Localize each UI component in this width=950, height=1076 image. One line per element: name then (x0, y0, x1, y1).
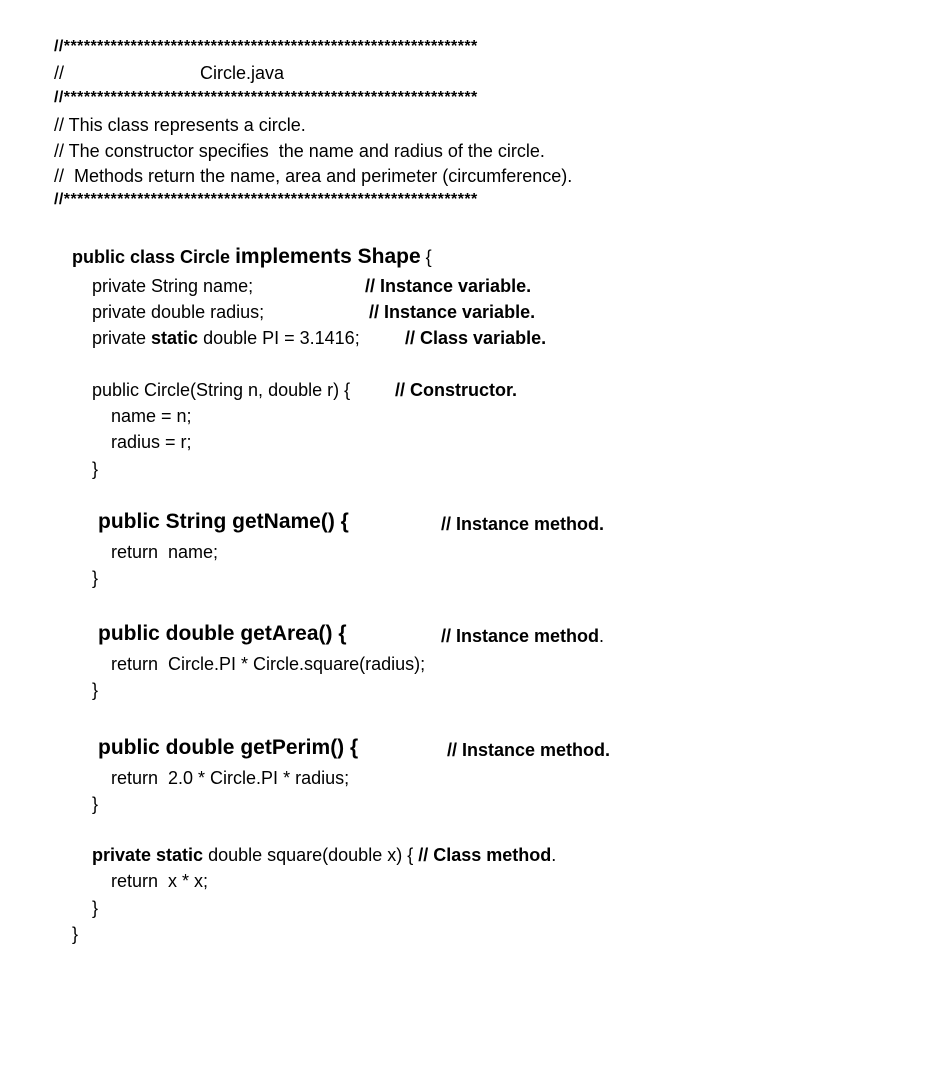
header-border-bottom: //************************************************************** (54, 191, 478, 208)
constructor-body-line-2: radius = r; (111, 432, 192, 452)
constructor-signature: public Circle(String n, double r) { (92, 380, 351, 400)
get-perim-body: return 2.0 * Circle.PI * radius; (111, 768, 350, 788)
get-name-body: return name; (111, 542, 219, 562)
constructor-body-line-1: name = n; (111, 406, 192, 426)
field-pi-static: static (151, 328, 199, 348)
get-name-close-brace: } (92, 568, 99, 588)
class-declaration (72, 246, 432, 268)
class-declaration-brace: { (420, 247, 432, 267)
header-border-top: //************************************************************** (54, 38, 478, 55)
get-perim-close-brace: } (92, 794, 99, 814)
field-pi-comment: // Class variable. (405, 328, 547, 348)
field-radius-comment: // Instance variable. (369, 302, 536, 322)
header-description-line-1: // This class represents a circle. (54, 115, 306, 135)
get-area-comment (441, 625, 604, 647)
get-area-body: return Circle.PI * Circle.square(radius); (111, 654, 426, 674)
header-description-line-3: // Methods return the name, area and perimeter (circumference). (54, 166, 573, 186)
header-file-name: Circle.java (200, 63, 285, 83)
header-file-prefix: // (54, 63, 65, 83)
square-close-brace: } (92, 898, 99, 918)
field-pi-code (92, 327, 360, 349)
get-area-signature: public double getArea() { (98, 622, 347, 645)
get-name-comment: // Instance method. (441, 514, 605, 534)
get-perim-comment: // Instance method. (447, 740, 611, 760)
get-name-signature: public String getName() { (98, 510, 349, 533)
square-signature (92, 844, 556, 866)
class-declaration-keywords: public class Circle (72, 247, 236, 267)
get-perim-signature: public double getPerim() { (98, 736, 359, 759)
square-comment-text: // Class method (418, 845, 552, 865)
class-close-brace: } (72, 924, 79, 944)
field-radius-code: private double radius; (92, 302, 265, 322)
square-comment-period: . (551, 845, 557, 865)
field-name-code: private String name; (92, 276, 254, 296)
get-area-close-brace: } (92, 680, 99, 700)
square-modifiers: private static (92, 845, 204, 865)
square-body: return x * x; (111, 871, 209, 891)
header-description-line-2: // The constructor specifies the name and radius of the circle. (54, 141, 545, 161)
header-border-middle: //************************************************************** (54, 89, 478, 106)
field-name-comment: // Instance variable. (365, 276, 532, 296)
square-declaration: double square(double x) { (203, 845, 419, 865)
constructor-comment: // Constructor. (395, 380, 518, 400)
field-pi-rest: double PI = 3.1416; (198, 328, 360, 348)
get-area-comment-text: // Instance method (441, 626, 600, 646)
field-pi-private: private (92, 328, 152, 348)
constructor-close-brace: } (92, 459, 99, 479)
get-area-comment-period: . (599, 626, 605, 646)
class-declaration-implements: implements Shape (235, 245, 421, 268)
